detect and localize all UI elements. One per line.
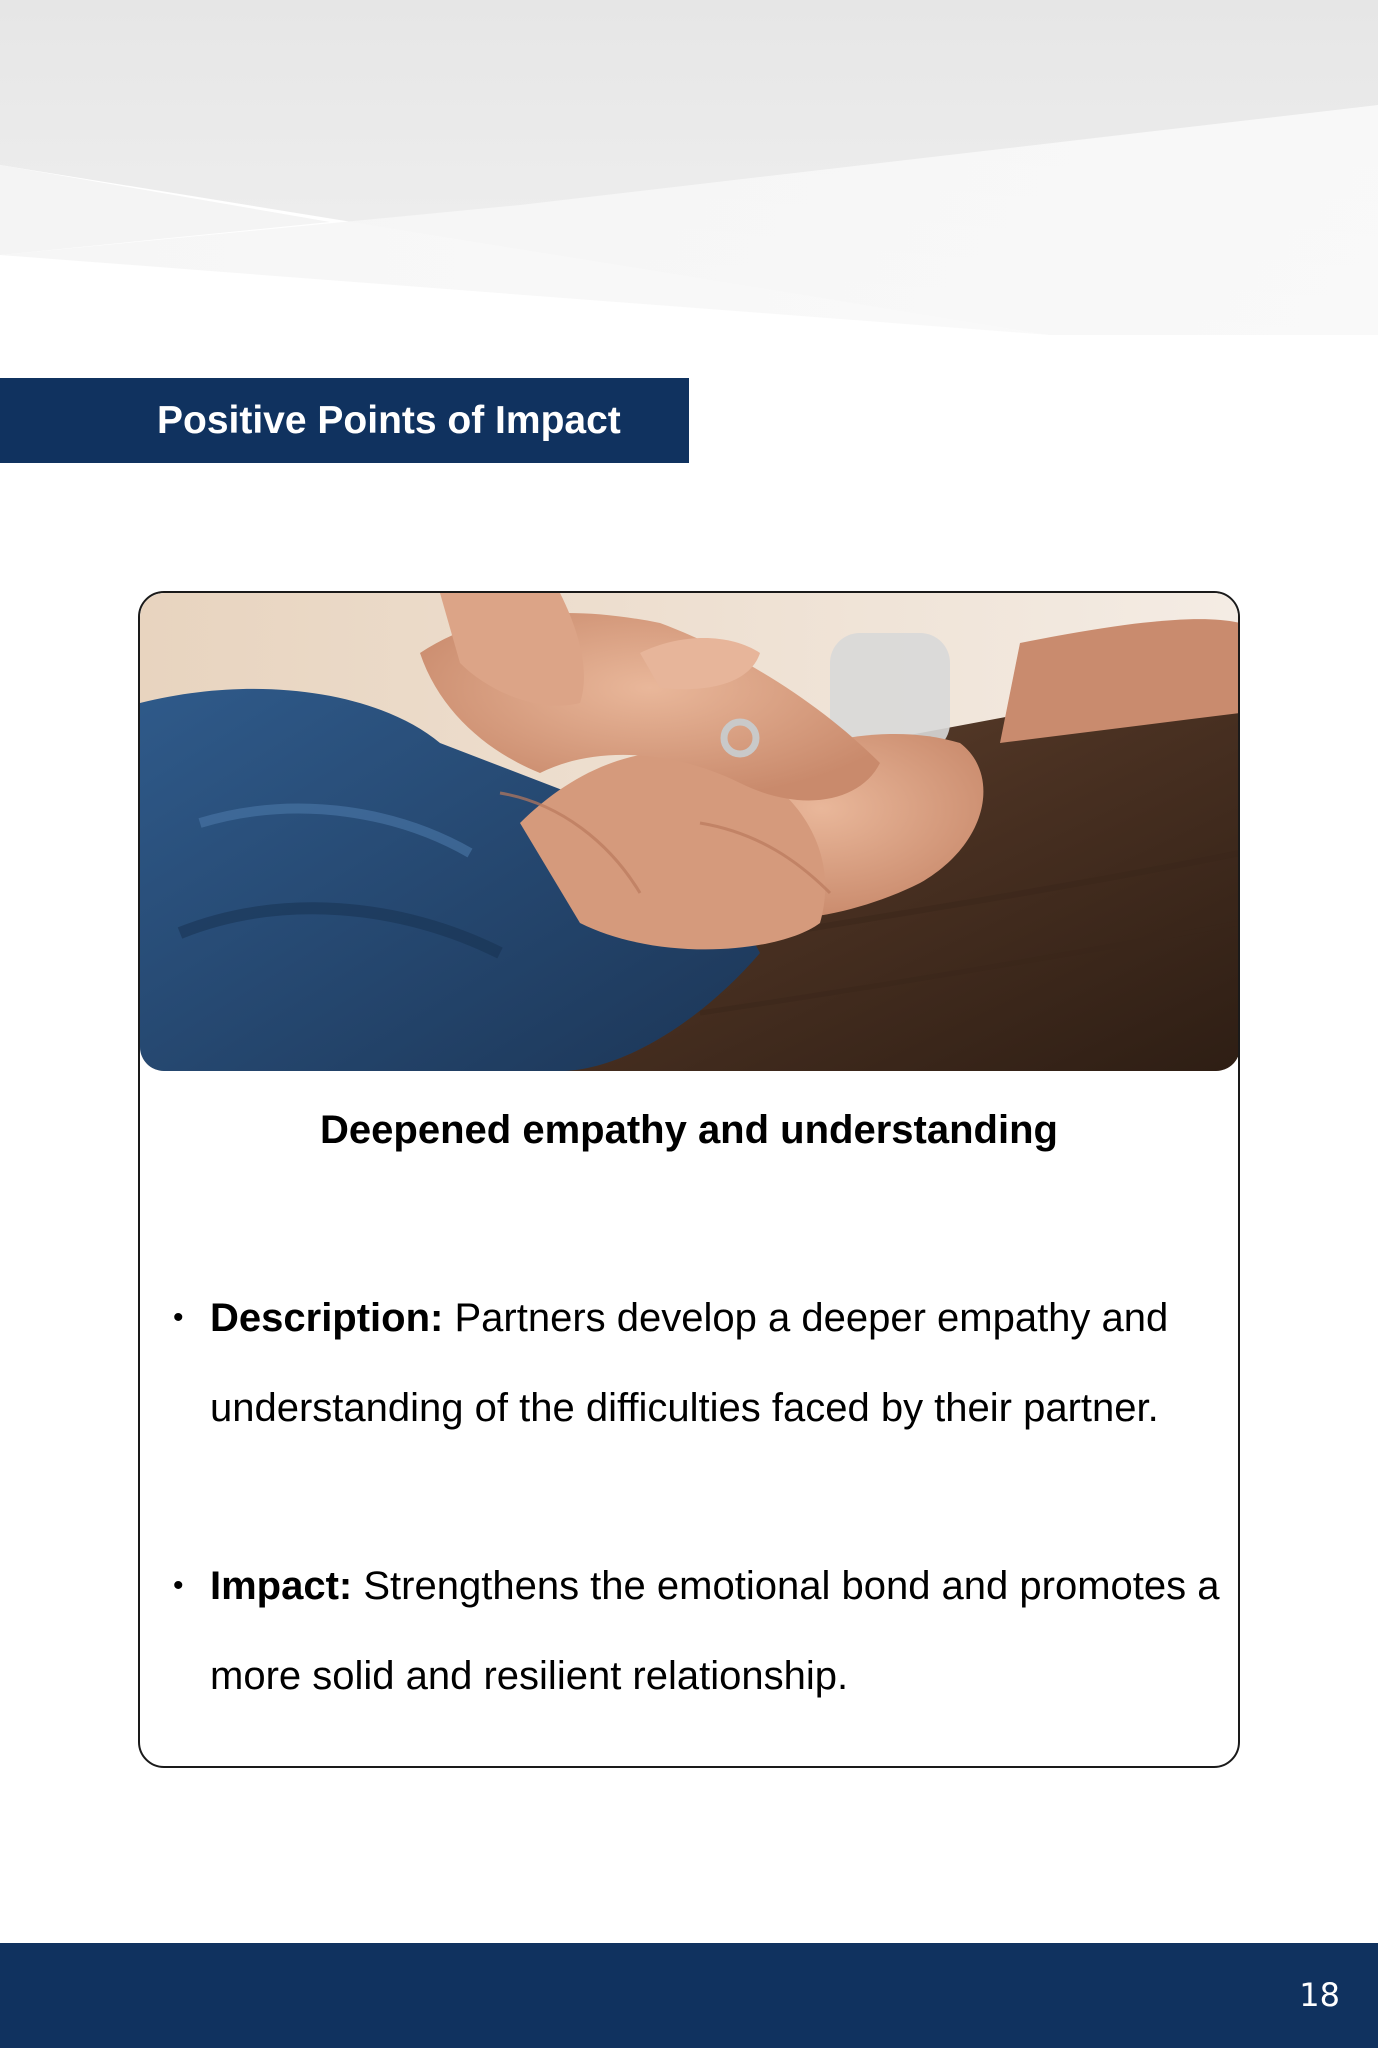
bullet-label: Impact:: [210, 1564, 353, 1608]
bullet-text: Strengthens the emotional bond and promotes a more solid and resilient relationship.: [210, 1564, 1220, 1698]
bullet-text: Partners develop a deeper empathy and understanding of the difficulties faced by their partner.: [210, 1296, 1169, 1430]
hands-holding-photo: [140, 593, 1240, 1071]
header-decoration: [0, 0, 1378, 340]
section-title-banner: [0, 378, 689, 463]
page-number: 18: [1299, 1976, 1340, 2014]
bullet-list: [173, 1273, 1230, 1721]
bullet-icon: •: [173, 1301, 184, 1334]
list-item: [173, 1541, 1230, 1721]
content-card: [138, 591, 1240, 1768]
footer-bar: [0, 1943, 1378, 2048]
bullet-icon: •: [173, 1569, 184, 1602]
bullet-label: Description:: [210, 1296, 444, 1340]
card-title: Deepened empathy and understanding: [320, 1108, 1058, 1152]
list-item: [173, 1273, 1230, 1453]
section-title: Positive Points of Impact: [157, 399, 621, 442]
